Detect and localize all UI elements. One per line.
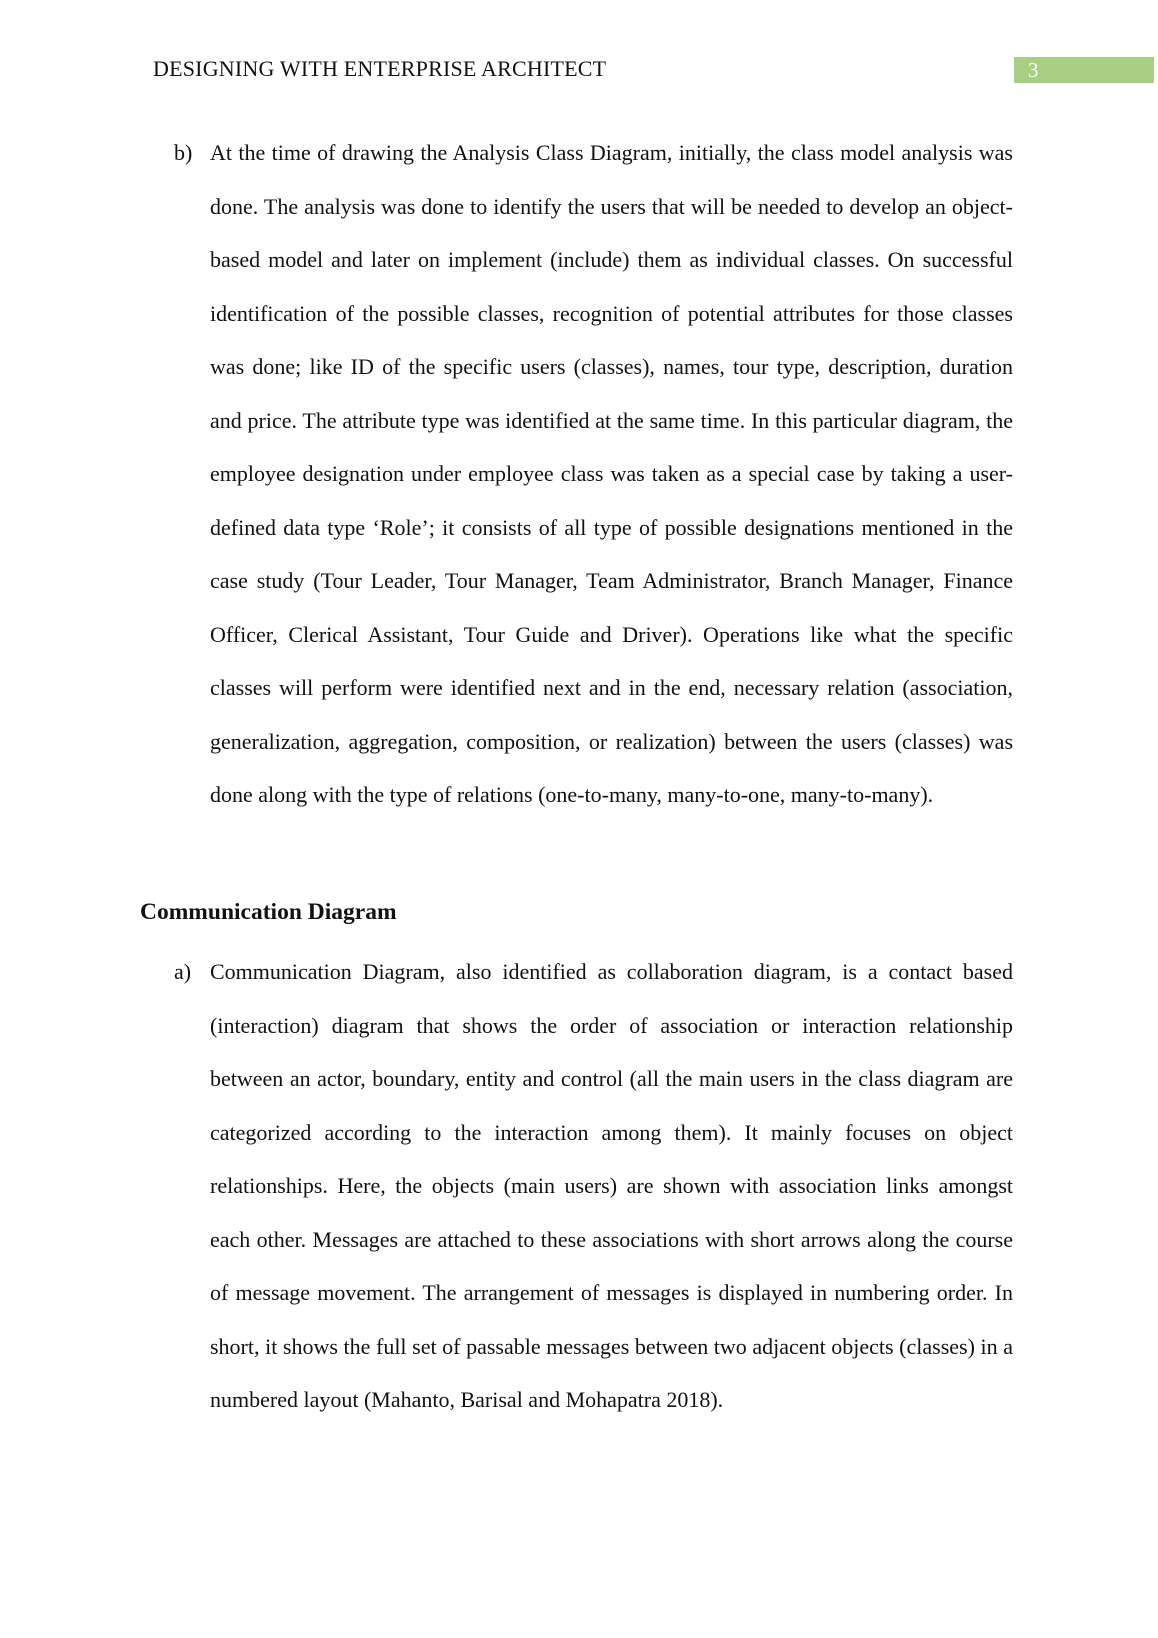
analysis-class-diagram-paragraph: At the time of drawing the Analysis Class Diagram, initially, the class model analysis was done. The analysis was done to identify the users that will be needed to develop an object-based model and later on implement (include) them as individual classes. On successful identification of the possible classes, recognition of potential attributes for those classes was done; like ID of the specific users (classes), names, tour type, description, duration and price. The attribute type was identified at the same time. In this particular diagram, the employee designation under employee class was taken as a special case by taking a user-defined data type ‘Role’; it consists of all type of possible designations mentioned in the case study (Tour Leader, Tour Manager, Team Administrator, Branch Manager, Finance Officer, Clerical Assistant, Tour Guide and Driver). Operations like what the specific classes will perform were identified next and in the end, necessary relation (association, generalization, aggregation, composition, or realization) between the users (classes) was done along with the type of relations (one-to-many, many-to-one, many-to-many).	[210, 140, 1013, 807]
list-marker: a)	[174, 959, 192, 984]
list-item-b	[174, 126, 1014, 822]
communication-diagram-paragraph: Communication Diagram, also identified as collaboration diagram, is a contact based (interaction) diagram that shows the order of association or interaction relationship between an actor, boundary, entity and control (all the main users in the class diagram are categorized according to the interaction among them). It mainly focuses on object relationships. Here, the objects (main users) are shown with association links amongst each other. Messages are attached to these associations with short arrows along the course of message movement. The arrangement of messages is displayed in numbering order. In short, it shows the full set of passable messages between two adjacent objects (classes) in a numbered layout (Mahanto, Barisal and Mohapatra 2018).	[210, 959, 1013, 1412]
list-marker: b)	[174, 140, 193, 165]
running-head: DESIGNING WITH ENTERPRISE ARCHITECT	[153, 56, 607, 81]
section-heading: Communication Diagram	[140, 899, 397, 925]
page-number: 3	[1014, 57, 1154, 83]
list-item-a	[174, 945, 1014, 1427]
